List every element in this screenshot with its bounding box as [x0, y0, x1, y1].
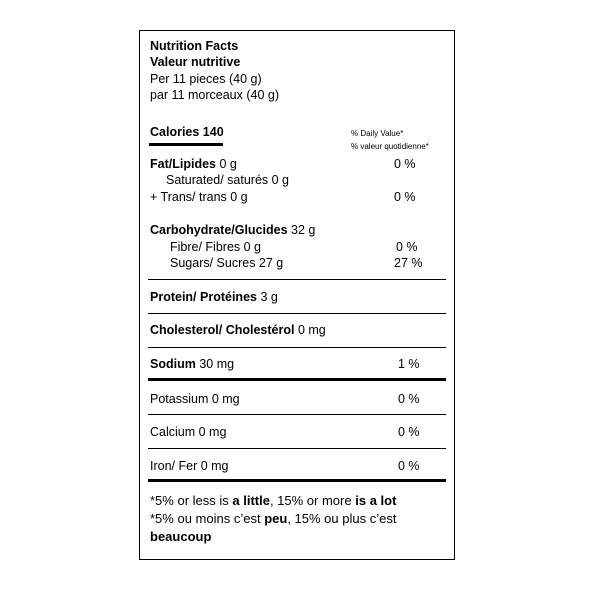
thick-divider	[148, 479, 446, 482]
title-en: Nutrition Facts	[150, 39, 239, 53]
carbohydrate-label: Carbohydrate/Glucides	[150, 223, 288, 237]
iron-dv: 0 %	[398, 459, 420, 473]
footnote-emphasis: is a lot	[355, 493, 397, 508]
cholesterol-amount: 0 mg	[297, 323, 326, 337]
fat-amount: 0 g	[219, 157, 237, 171]
daily-value-header-fr: % valeur quotidienne*	[351, 142, 429, 151]
sodium-label: Sodium	[150, 357, 196, 371]
fat-label: Fat/Lipides	[150, 157, 216, 171]
protein-row	[150, 290, 278, 305]
thick-divider	[148, 378, 446, 381]
serving-size-fr: par 11 morceaux (40 g)	[150, 88, 279, 102]
divider	[148, 414, 446, 415]
divider	[148, 313, 446, 314]
sodium-dv: 1 %	[398, 357, 420, 371]
cholesterol-label: Cholesterol/ Cholestérol	[150, 323, 295, 337]
fat-dv: 0 %	[394, 157, 416, 171]
divider	[148, 279, 446, 280]
footnote-text: , 15% ou plus c’est	[287, 511, 397, 526]
potassium-row: Potassium 0 mg	[150, 392, 240, 406]
sugars-row: Sugars/ Sucres 27 g	[170, 256, 284, 270]
calcium-row: Calcium 0 mg	[150, 425, 227, 439]
saturated-row: Saturated/ saturés 0 g	[166, 173, 289, 187]
calcium-dv: 0 %	[398, 425, 420, 439]
calories: Calories 140	[150, 125, 224, 139]
carbohydrate-amount: 32 g	[291, 223, 316, 237]
sugars-dv: 27 %	[394, 256, 423, 270]
potassium-dv: 0 %	[398, 392, 420, 406]
footnote-emphasis: a little	[232, 493, 270, 508]
protein-amount: 3 g	[260, 290, 278, 304]
trans-row: + Trans/ trans 0 g	[150, 190, 248, 204]
serving-size-en: Per 11 pieces (40 g)	[150, 72, 262, 86]
carbohydrate-row	[150, 223, 315, 238]
protein-label: Protein/ Protéines	[150, 290, 257, 304]
fibre-dv: 0 %	[396, 240, 418, 254]
sodium-amount: 30 mg	[199, 357, 235, 371]
fat-row	[150, 157, 237, 172]
daily-value-header-en: % Daily Value*	[351, 129, 404, 138]
divider	[148, 448, 446, 449]
footnote-emphasis: peu	[264, 511, 288, 526]
footnote-en	[150, 492, 396, 509]
iron-row: Iron/ Fer 0 mg	[150, 459, 229, 473]
footnote-fr	[150, 510, 396, 527]
divider	[148, 347, 446, 348]
trans-dv: 0 %	[394, 190, 416, 204]
nutrition-facts-label	[139, 30, 455, 560]
cholesterol-row	[150, 323, 326, 338]
fibre-row: Fibre/ Fibres 0 g	[170, 240, 262, 254]
footnote-fr-continued: beaucoup	[150, 529, 212, 544]
footnote-text: *5% ou moins c’est	[150, 511, 261, 526]
sodium-row	[150, 357, 234, 372]
title-fr: Valeur nutritive	[150, 55, 241, 69]
footnote-text: *5% or less is	[150, 493, 229, 508]
footnote-text: , 15% or more	[269, 493, 352, 508]
calories-underline	[149, 143, 223, 146]
